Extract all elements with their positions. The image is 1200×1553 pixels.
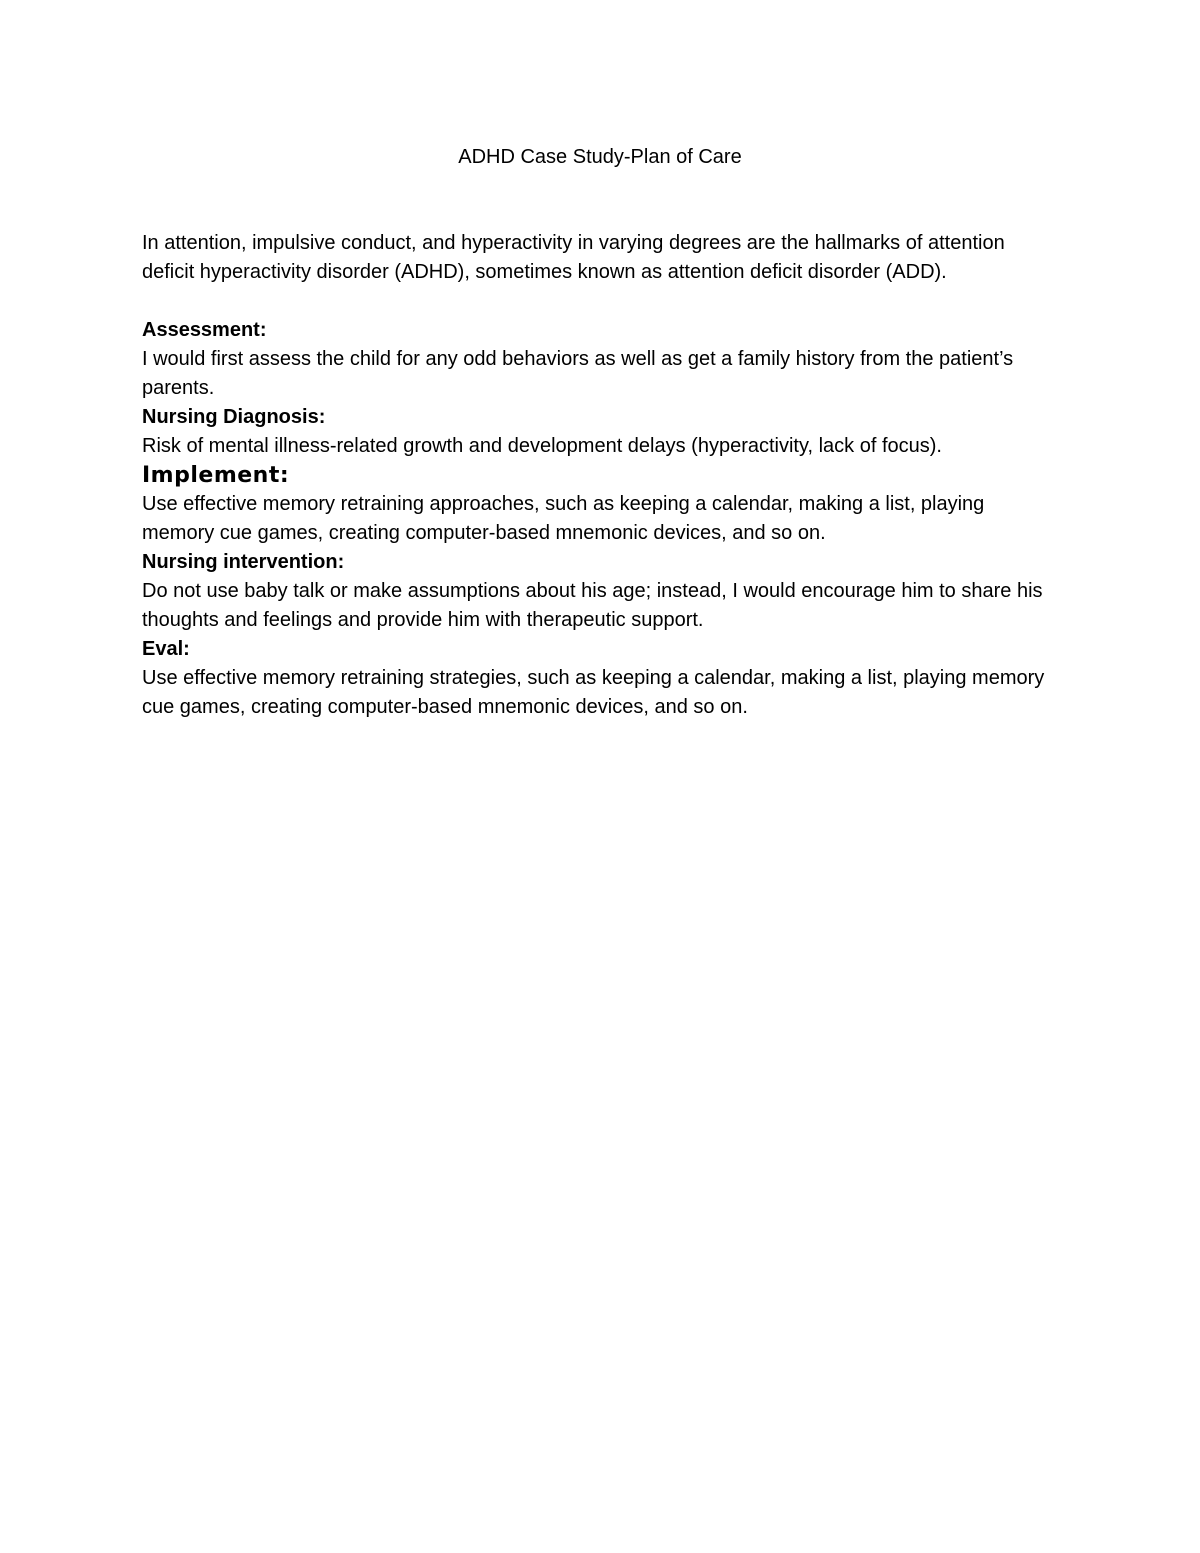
nursing-diagnosis-text: Risk of mental illness-related growth and development delays (hyperactivity, lack of focus). (142, 435, 942, 457)
assessment-text: I would first assess the child for any odd behaviors as well as get a family history from the patient’s parents. (142, 348, 1014, 399)
document-body (142, 229, 1062, 722)
nursing-intervention-heading: Nursing intervention: (142, 551, 345, 573)
implement-heading: Implement: (142, 463, 290, 488)
implement-text: Use effective memory retraining approaches, such as keeping a calendar, making a list, playing memory cue games, creating computer-based mnemonic devices, and so on. (142, 493, 985, 544)
document-title: ADHD Case Study-Plan of Care (458, 146, 742, 168)
assessment-heading: Assessment: (142, 319, 267, 341)
nursing-intervention-text: Do not use baby talk or make assumptions about his age; instead, I would encourage him to share his thoughts and feelings and provide him with therapeutic support. (142, 580, 1043, 631)
nursing-diagnosis-heading: Nursing Diagnosis: (142, 406, 326, 428)
evaluation-heading: Eval: (142, 638, 190, 660)
evaluation-text: Use effective memory retraining strategies, such as keeping a calendar, making a list, playing memory cue games, creating computer-based mnemonic devices, and so on. (142, 667, 1045, 718)
intro-paragraph: In attention, impulsive conduct, and hyperactivity in varying degrees are the hallmarks of attention deficit hyperactivity disorder (ADHD), sometimes known as attention deficit disorder (ADD). (142, 232, 1005, 283)
